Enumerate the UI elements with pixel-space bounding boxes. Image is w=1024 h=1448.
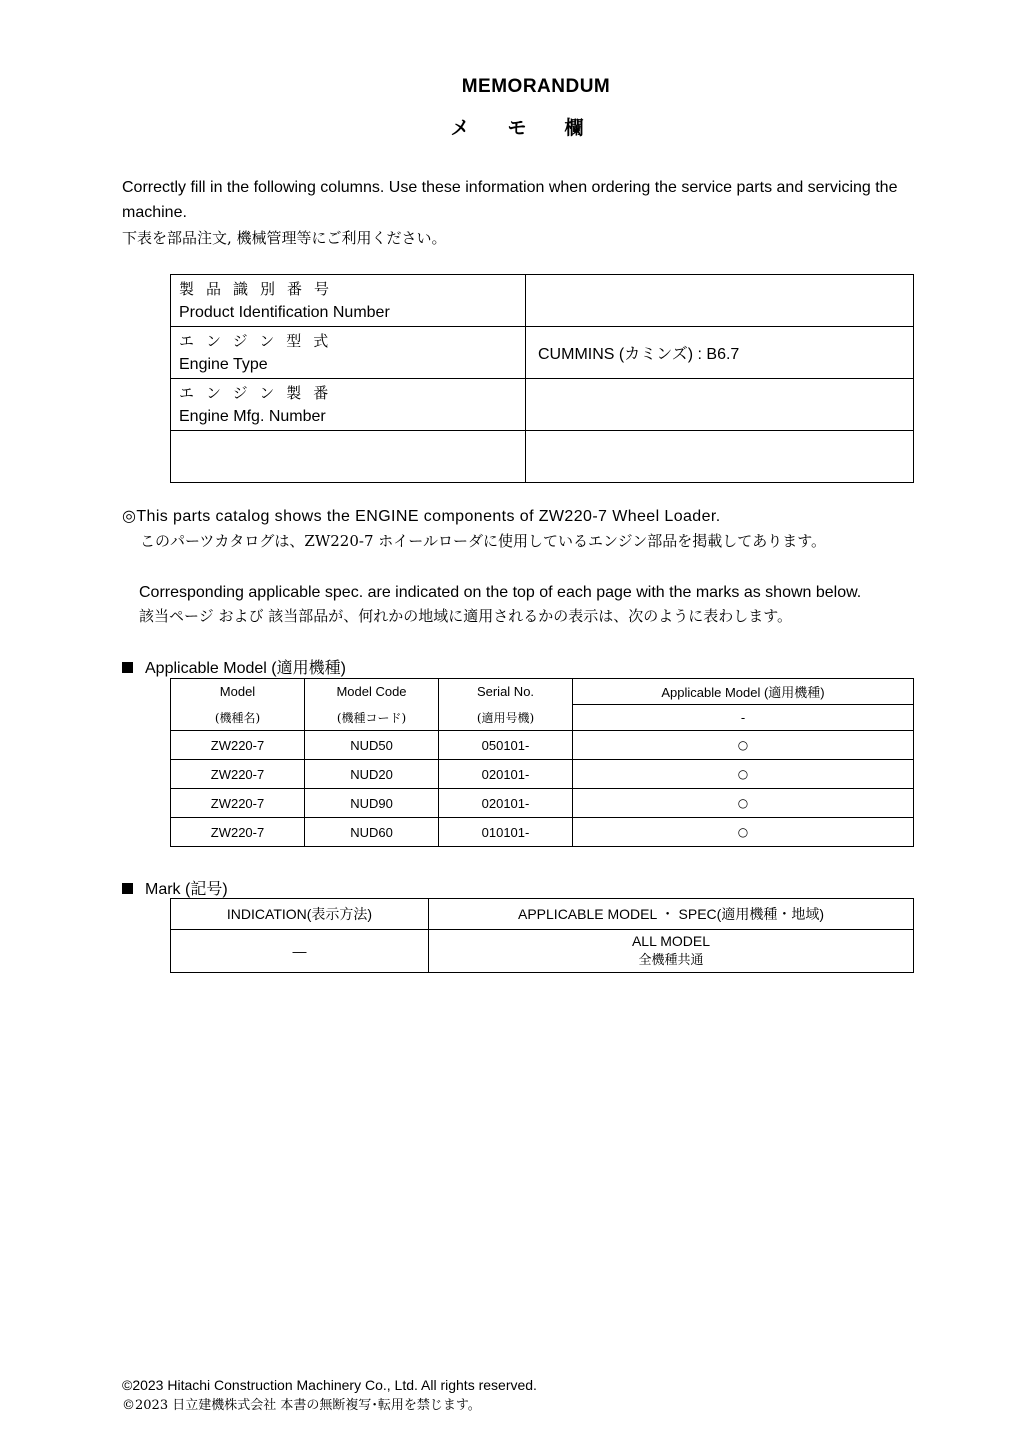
copyright-jp: ©2023 日立建機株式会社 本書の無断複写･転用を禁じます。 [122, 1398, 481, 1413]
all-model-jp: 全機種共通 [638, 953, 704, 968]
id-label-jp: 製品識別番号 [179, 279, 342, 298]
table-header-row [171, 679, 914, 705]
table-row [171, 731, 914, 760]
identification-table [170, 274, 914, 483]
mark-heading-text: Mark (記号) [145, 881, 228, 898]
id-label-cell [171, 327, 526, 379]
cell-mark: ○ [573, 789, 914, 818]
cell-model: ZW220-7 [171, 789, 305, 818]
table-header-row [171, 899, 914, 930]
cell-model-code: NUD60 [305, 818, 439, 847]
catalog-note-jp: このパーツカタログは、ZW220-7 ホイールローダに使用しているエンジン部品を掲載してあります。 [140, 532, 827, 550]
square-bullet-icon [122, 883, 133, 894]
catalog-note-en: ◎This parts catalog shows the ENGINE components of ZW220-7 Wheel Loader. [122, 508, 721, 525]
id-label-jp: エンジン型式 [179, 331, 341, 350]
id-value-cell[interactable] [526, 379, 914, 431]
mark-heading [122, 876, 228, 899]
id-label-cell [171, 379, 526, 431]
header-indication: INDICATION(表示方法) [171, 899, 429, 930]
cell-applicable-spec [429, 930, 914, 973]
cell-model-code: NUD20 [305, 760, 439, 789]
cell-model-code: NUD90 [305, 789, 439, 818]
table-row [171, 789, 914, 818]
cell-model: ZW220-7 [171, 818, 305, 847]
cell-indication: — [171, 930, 429, 973]
table-row [171, 930, 914, 973]
cell-serial: 010101- [439, 818, 573, 847]
id-value-cell[interactable] [526, 275, 914, 327]
applicable-model-heading [122, 655, 346, 678]
header-model-code-jp: (機種コード) [305, 705, 439, 731]
page-title: MEMORANDUM [461, 76, 611, 97]
id-row [171, 379, 914, 431]
square-bullet-icon [122, 662, 133, 673]
table-row [171, 760, 914, 789]
id-label-cell [171, 431, 526, 483]
spec-note-jp: 該当ページ および 該当部品が、何れかの地域に適用されるかの表示は、次のように表わします。 [139, 607, 793, 625]
spec-note-en: Corresponding applicable spec. are indicated on the top of each page with the marks as shown below. [139, 584, 862, 601]
applicable-model-table [170, 678, 914, 847]
id-label-en: Engine Mfg. Number [179, 407, 326, 425]
id-label-cell [171, 275, 526, 327]
id-row [171, 431, 914, 483]
header-model-code: Model Code [305, 679, 439, 705]
page-subtitle: メモ欄 [450, 117, 622, 139]
cell-mark: ○ [573, 818, 914, 847]
header-applicable-spec: APPLICABLE MODEL ・ SPEC(適用機種・地域) [429, 899, 914, 930]
table-header-row [171, 705, 914, 731]
id-row [171, 327, 914, 379]
cell-serial: 020101- [439, 760, 573, 789]
header-serial-jp: (適用号機) [439, 705, 573, 731]
header-applicable-sub: - [573, 705, 914, 731]
intro-english: Correctly fill in the following columns. Use these information when ordering the service parts and servicing the machine. [122, 179, 898, 221]
cell-serial: 050101- [439, 731, 573, 760]
cell-model-code: NUD50 [305, 731, 439, 760]
id-value-cell[interactable] [526, 431, 914, 483]
cell-model: ZW220-7 [171, 731, 305, 760]
cell-mark: ○ [573, 760, 914, 789]
mark-table [170, 898, 914, 973]
header-applicable: Applicable Model (適用機種) [573, 679, 914, 705]
cell-model: ZW220-7 [171, 760, 305, 789]
cell-serial: 020101- [439, 789, 573, 818]
all-model-en: ALL MODEL [631, 933, 711, 949]
id-row [171, 275, 914, 327]
id-label-en: Engine Type [179, 355, 268, 373]
id-label-jp: エンジン製番 [179, 383, 341, 402]
copyright-en: ©2023 Hitachi Construction Machinery Co., Ltd. All rights reserved. [122, 1377, 537, 1393]
header-model-jp: (機種名) [171, 705, 305, 731]
header-model: Model [171, 679, 305, 705]
cell-mark: ○ [573, 731, 914, 760]
applicable-model-heading-text: Applicable Model (適用機種) [145, 660, 346, 677]
table-row [171, 818, 914, 847]
id-label-en: Product Identification Number [179, 303, 390, 321]
intro-japanese: 下表を部品注文, 機械管理等にご利用ください。 [122, 229, 447, 247]
id-value-cell[interactable]: CUMMINS (カミンズ) : B6.7 [526, 327, 914, 379]
header-serial: Serial No. [439, 679, 573, 705]
